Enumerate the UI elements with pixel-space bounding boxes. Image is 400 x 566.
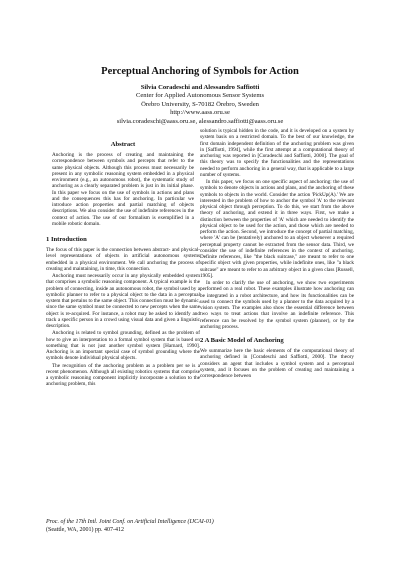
right-paragraph-2: In this paper, we focus on one specific aspect of anchoring: the use of symbols to denote objects in actions and plans, and the anchoring of these symbols to objects in the world. Consider the action 'PickUp(A).' We are interested in the problem of how to anchor the symbol 'A' to the relevant physical object through perception. To do this, we start from the above theory of anchoring, and extend it in three ways. First, we make a distinction between the properties of 'A' which are needed to identify the physical object to be used for the action, and those which are needed to perform the action. Second, we introduce the concept of partial matching, where 'A' can be (tentatively) anchored to an object whenever a required perceptual property cannot be extracted from the sensor data. Third, we consider the use of indefinite references in the context of anchoring. Definite references, like "the black suitcase," are meant to refer to one specific object with given properties, while indefinite ones, like "a black suitcase" are meant to refer to an arbitrary object in a given class [Russell, 1905]. (200, 179, 354, 279)
intro-paragraph-4: The recognition of the anchoring problem as a problem per se is a recent phenomenon. Although all existing robotics systems that comprise a symbolic reasoning component implicitly incorporate a solution to the anchoring problem, this (46, 362, 200, 388)
intro-paragraph-3: Anchoring is related to symbol grounding, defined as the problem of how to give an interpretation to a formal symbol system that is based on something that is not just another symbol system [Harnard, 1990]. Anchoring is an important special case of symbol grounding where the symbols denote individual physical objects. (46, 330, 200, 362)
affiliation: Center for Applied Autonomous Sensor Systems (135, 92, 265, 100)
basic-model-paragraph: We summarize here the basic elements of the computational theory of anchoring defined in [Coradeschi and Saffiotti, 2000]. The theory considers an agent that includes a symbol system and a perceptual system, and it focuses on the problem of creating and maintaining a correspondence between (200, 348, 354, 379)
section-heading-basic-model: 2 A Basic Model of Anchoring (200, 337, 284, 344)
author-names: Silvia Coradeschi and Alessandro Saffiotti (140, 84, 260, 91)
venue-line: Proc. of the 17th Intl. Joint Conf. on Artificial Intelligence (IJCAI-01) (46, 519, 214, 525)
intro-paragraph-2: Anchoring must necessarily occur in any physically embedded system that comprises a symbolic reasoning component. A typical example is the problem of connecting, inside an autonomous robot, the symbol used by a symbolic planner to refer to a physical object to the data in a perceptual system that pertains to the same object. This connection must be dynamic, since the same symbol must be connected to new percepts when the same object is re-acquired. For instance, a robot may be asked to identify and track a specific person in a crowd using visual data and given a linguistic description. (46, 273, 200, 329)
right-paragraph-1: solution is typical hidden in the code, and it is developed on a system by system basis on a restricted domain. To the best of our knowledge, the first domain independent definition of the anchoring problem was given in [Saffiotti, 1994], while the first attempt at a computational theory of anchoring was reported in [Coradeschi and Saffiotti, 2000]. The goal of this theory was to specify the functionalities and the representations needed to perform anchoring in a general way, that is applicable to a large number of systems. (200, 128, 354, 178)
abstract-text: Anchoring is the process of creating and maintaining the correspondence between symbols and percepts that refer to the same physical objects. Although this process must necessarily be present in any symbolic reasoning system embedded in a physical environment (e.g., an autonomous robot), the systematic study of anchoring as a clearly separated problem is just in its initial phase. In this paper we focus on the use of symbols in actions and plans and the consequences this has for anchoring. In particular we introduce action properties and partial matching of objects descriptions. We also consider the use of indefinite references in the context of action. The use of our formalism is exemplified in a mobile robotic domain. (52, 152, 194, 227)
left-column (46, 141, 200, 388)
paper-title: Perceptual Anchoring of Symbols for Action (101, 66, 299, 77)
intro-paragraph-1: The focus of this paper is the connection between abstract- and physical-level representations of objects in artificial autonomous systems embedded in a physical environment. We call anchoring the process of creating and maintaining, in time, this connection. (46, 247, 200, 272)
website-url[interactable]: http://www.aass.oru.se (170, 109, 230, 117)
right-column (200, 128, 354, 379)
author-emails[interactable]: silvia.coradeschi@aass.oru.se, alessandro.saffiotti@aass.oru.se (116, 117, 284, 125)
author-block (0, 84, 400, 126)
abstract-heading: Abstract (110, 141, 136, 148)
pages-line: (Seattle, WA, 2001) pp. 407-412 (46, 527, 125, 533)
address: Örebro University, S-70182 Örebro, Sweden (141, 100, 259, 108)
section-heading-introduction: 1 Introduction (46, 236, 87, 243)
abstract-section (46, 141, 200, 227)
right-paragraph-3: In order to clarify the use of anchoring, we show two experiments performed on a real robot. These examples illustrate how anchoring can be integrated in a robot architecture, and how its functionalities can be used to connect the symbols used by a planner to the data acquired by a vision system. The examples also show the essential difference between two ways to treat actions that involve an indefinite reference. This reference can be resolved by the symbol system (planner), or by the anchoring process. (200, 280, 354, 330)
publication-footer (46, 518, 346, 534)
